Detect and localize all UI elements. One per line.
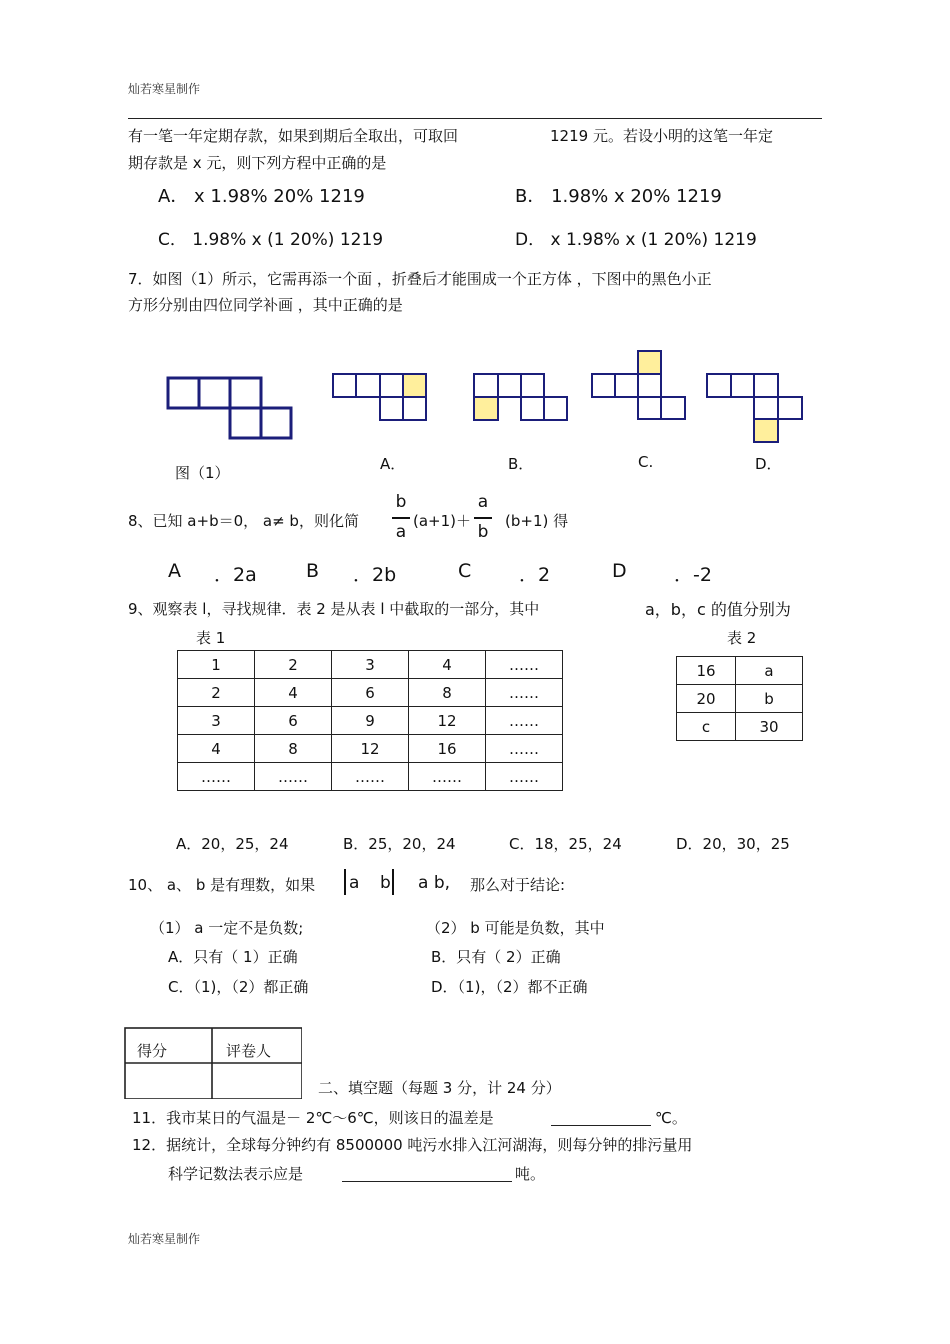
table1-cell: …… (178, 763, 255, 791)
net-option-b (472, 372, 570, 422)
table1-row (178, 735, 563, 763)
table1-cell: …… (332, 763, 409, 791)
q10-prefix: 10、 a、 b 是有理数，如果 (128, 876, 316, 894)
q6-option-c: C． 1.98% x (1 20%) 1219 (158, 230, 384, 250)
table1-cell: 4 (409, 651, 486, 679)
page-footer: 灿若寒星制作 (128, 1232, 201, 1246)
section-2-title: 二、填空题（每题 3 分，计 24 分） (318, 1079, 561, 1097)
q8-prefix: 8、已知 a+b＝0， a≠ b，则化简 (128, 512, 359, 530)
table2-cell: 30 (736, 713, 803, 741)
q10-abs-a: a (349, 873, 360, 893)
table2-cell: 20 (677, 685, 736, 713)
q8-option-b-value: ．2b (353, 564, 397, 586)
table1-cell: 4 (178, 735, 255, 763)
table1-cell: 6 (255, 707, 332, 735)
table-2 (676, 656, 803, 741)
q6-option-a: A． x 1.98% 20% 1219 (158, 186, 365, 207)
option-b-label: B． (508, 455, 534, 473)
q9-option-c: C．18，25，24 (509, 835, 622, 853)
q9-option-d: D．20，30，25 (676, 835, 790, 853)
q10-option-c: C．（1)，（2）都正确 (168, 978, 309, 996)
table1-title: 表 1 (196, 629, 226, 647)
table1-cell: …… (486, 735, 563, 763)
table1-cell: 3 (178, 707, 255, 735)
q8-option-c-letter: C (458, 560, 472, 582)
table1-row (178, 679, 563, 707)
table1-row (178, 707, 563, 735)
table1-cell: 16 (409, 735, 486, 763)
q9-stem-b: a，b，c 的值分别为 (645, 600, 791, 619)
table1-cell: 9 (332, 707, 409, 735)
table1-cell: …… (486, 651, 563, 679)
abs-bar-right (392, 869, 394, 895)
net-option-a (331, 372, 429, 422)
q6-stem-line1b: 1219 元。若设小明的这笔一年定 (550, 127, 773, 145)
q12-answer-blank (342, 1162, 512, 1182)
q8-frac2-denominator: b (477, 522, 489, 542)
table1-cell: …… (486, 763, 563, 791)
q10-option-a: A．只有（ 1）正确 (168, 948, 298, 966)
q8-middle: (a+1)＋ (413, 512, 472, 530)
q12-line1: 12．据统计，全球每分钟约有 8500000 吨污水排入江河湖海，则每分钟的排污量用 (132, 1136, 693, 1154)
table2-cell: c (677, 713, 736, 741)
q10-rhs: a b, (418, 873, 451, 893)
q8-option-d-letter: D (612, 560, 627, 582)
q6-stem-line1a: 有一笔一年定期存款，如果到期后全取出，可取回 (128, 127, 459, 145)
table1-row (178, 763, 563, 791)
table1-cell: 8 (409, 679, 486, 707)
q10-abs-b: b (380, 873, 391, 893)
table2-cell: b (736, 685, 803, 713)
table1-cell: 4 (255, 679, 332, 707)
table2-row (677, 685, 803, 713)
table1-cell: 2 (178, 679, 255, 707)
q8-option-b-letter: B (306, 560, 320, 582)
table2-cell: 16 (677, 657, 736, 685)
q8-option-c-value: ．2 (519, 564, 551, 586)
q12-unit: 吨。 (515, 1165, 546, 1183)
q10-claim-1: （1） a 一定不是负数; (150, 919, 304, 937)
score-label: 得分 (137, 1042, 168, 1060)
q10-suffix: 那么对于结论: (470, 876, 566, 894)
q8-option-a-letter: A (168, 560, 181, 582)
figure-1-label: 图（1） (175, 464, 230, 482)
q11-unit: ℃。 (655, 1109, 687, 1127)
q9-option-a: A．20，25，24 (176, 835, 289, 853)
q9-option-b: B．25，20，24 (343, 835, 456, 853)
q10-option-b: B．只有（ 2）正确 (431, 948, 561, 966)
table2-cell: a (736, 657, 803, 685)
added-square-b (474, 397, 498, 420)
option-c-label: C. (638, 453, 654, 471)
table2-row (677, 657, 803, 685)
q7-stem-line2: 方形分别由四位同学补画 ，其中正确的是 (128, 296, 403, 314)
table2-title: 表 2 (727, 629, 757, 647)
table2-row (677, 713, 803, 741)
table1-cell: 8 (255, 735, 332, 763)
option-d-label: D． (755, 455, 782, 473)
q8-frac1-numerator: b (395, 492, 407, 512)
q7-stem-line1: 7．如图（1）所示，它需再添一个面 ，折叠后才能围成一个正方体 ，下图中的黑色小正 (128, 270, 712, 288)
q6-option-b: B． 1.98% x 20% 1219 (515, 186, 722, 207)
q8-frac1-denominator: a (395, 522, 407, 542)
q10-option-d: D．（1)，（2）都不正确 (431, 978, 588, 996)
q9-stem-a: 9、观察表 l，寻找规律．表 2 是从表 l 中截取的一部分，其中 (128, 600, 540, 618)
q10-claim-2: （2） b 可能是负数，其中 (426, 919, 605, 937)
table1-cell: 12 (332, 735, 409, 763)
q8-frac2-numerator: a (477, 492, 489, 512)
option-a-label: A． (380, 455, 406, 473)
score-box (124, 1027, 302, 1099)
q8-option-a-value: ．2a (214, 564, 257, 586)
q6-stem-line2: 期存款是 x 元，则下列方程中正确的是 (128, 154, 387, 172)
table1-row (178, 651, 563, 679)
added-square-a (403, 374, 426, 397)
table1-cell: …… (486, 707, 563, 735)
grader-label: 评卷人 (226, 1042, 272, 1060)
table1-cell: 6 (332, 679, 409, 707)
added-square-c (638, 351, 661, 374)
net-option-d (705, 372, 805, 444)
header-rule (128, 118, 822, 119)
table1-cell: …… (255, 763, 332, 791)
q12-line2: 科学记数法表示应是 (168, 1165, 304, 1183)
q8-fraction-1 (392, 492, 410, 548)
q8-fraction-2 (474, 492, 492, 548)
figure-1-net (165, 375, 295, 441)
q8-suffix: (b+1) 得 (505, 512, 569, 530)
table1-cell: 1 (178, 651, 255, 679)
q11-answer-blank (551, 1106, 651, 1126)
q8-option-d-value: ．-2 (674, 564, 712, 586)
table1-cell: 2 (255, 651, 332, 679)
net-option-c (590, 349, 688, 421)
table-1 (177, 650, 563, 791)
abs-bar-left (344, 869, 346, 895)
q6-option-d: D． x 1.98% x (1 20%) 1219 (515, 230, 757, 250)
page-header: 灿若寒星制作 (128, 82, 201, 96)
table1-cell: 3 (332, 651, 409, 679)
table1-cell: …… (486, 679, 563, 707)
table1-cell: 12 (409, 707, 486, 735)
q11-text: 11．我市某日的气温是－ 2℃～6℃，则该日的温差是 (132, 1109, 494, 1127)
table1-cell: …… (409, 763, 486, 791)
added-square-d (754, 419, 778, 442)
